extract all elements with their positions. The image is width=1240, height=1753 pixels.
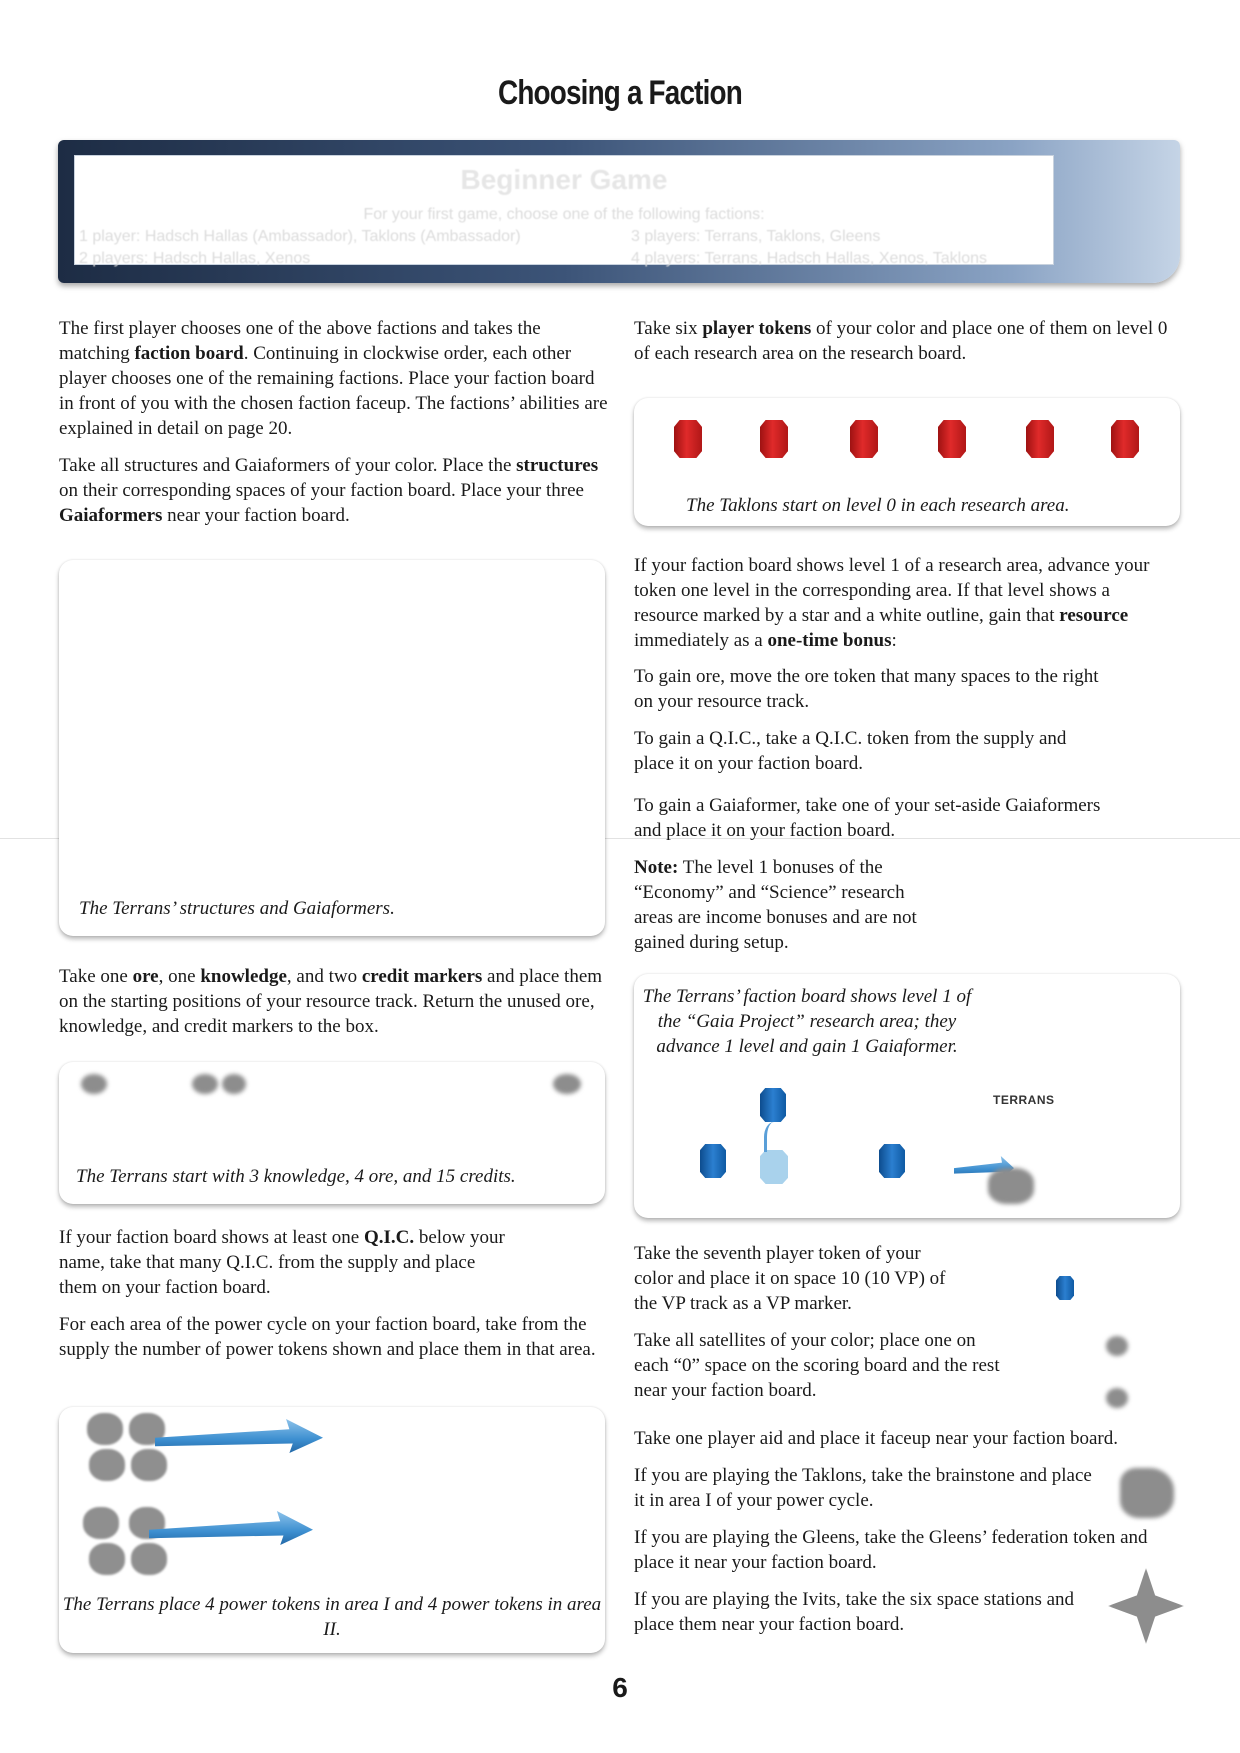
caption-power-tokens: The Terrans place 4 power tokens in area I and 4 power tokens in area II. (62, 1594, 602, 1640)
bold-term: credit markers (361, 966, 483, 987)
arrow-right-icon (149, 1511, 313, 1545)
paragraph-satellites: Take all satellites of your color; place one on each “0” space on the scoring board and the rest near your faction board. (634, 1330, 1000, 1401)
paragraph-ivits: If you are playing the Ivits, take the six space stations and place them near your faction board. (634, 1589, 1075, 1635)
paragraph-power-cycle: For each area of the power cycle on your faction board, take from the supply the number of power tokens shown and place them in that area. (59, 1314, 596, 1360)
gaiaformer-icon (988, 1168, 1034, 1204)
caption-structures: The Terrans’ structures and Gaiaformers. (79, 898, 395, 919)
satellite-icon (1106, 1336, 1128, 1356)
paragraph-gain-gaiaformer: To gain a Gaiaformer, take one of your set-aside Gaiaformers and place it on your faction board. (634, 795, 1101, 841)
paragraph-player-tokens (634, 316, 1174, 366)
caption-gaia-project: The Terrans’ faction board shows level 1 of the “Gaia Project” research area; they advance 1 level and gain 1 Gaiaformer. (642, 986, 972, 1057)
ore-marker-icon (192, 1074, 218, 1094)
advance-arrow-icon (764, 1122, 784, 1152)
banner-intro: For your first game, choose one of the following factions: (363, 206, 765, 223)
page-title: Choosing a Faction (498, 74, 742, 112)
note-label: Note: (634, 857, 679, 878)
vp-marker-icon (1056, 1276, 1074, 1300)
paragraph-resources (59, 964, 619, 1039)
banner-panel (74, 155, 1054, 265)
text-run: immediately as a (634, 630, 768, 651)
text-run: and place them on the starting positions of your resource track. Return the unused ore, knowledge, and credit markers to the box. (59, 966, 603, 1037)
gaia-project-image-box (634, 974, 1180, 1218)
power-cycle-image-box (59, 1407, 605, 1653)
paragraph-structures (59, 453, 609, 528)
text-run: , and two (286, 966, 362, 987)
bold-term: faction board (134, 343, 244, 364)
text-run: Take one (59, 966, 133, 987)
satellite-icon (1106, 1388, 1128, 1408)
research-tokens-image-box (634, 398, 1180, 526)
faction-board-label: TERRANS (993, 1093, 1055, 1107)
text-run: . Continuing in clockwise order, each other player chooses one of the remaining factions. Place your faction board in front of you with the chosen faction faceup. The factions’ abilities are explained in detail on page 20. (59, 343, 608, 439)
paragraph-brainstone: If you are playing the Taklons, take the brainstone and place it in area I of your power cycle. (634, 1465, 1092, 1511)
player-token-icon (760, 1088, 786, 1122)
power-token-icon (87, 1413, 123, 1445)
player-token-icon (938, 420, 966, 458)
bold-term: Gaiaformers (59, 505, 163, 526)
paragraph-gleens: If you are playing the Gleens, take the Gleens’ federation token and place it near your faction board. (634, 1527, 1148, 1573)
paragraph-player-aid: Take one player aid and place it faceup near your faction board. (634, 1428, 1118, 1449)
banner-line-2-right: 4 players: Terrans, Hadsch Hallas, Xenos, Taklons (631, 250, 988, 267)
arrow-right-icon (155, 1419, 323, 1453)
player-token-icon (700, 1144, 726, 1178)
paragraph-qic (59, 1225, 509, 1300)
banner-line-2-left: 2 players: Hadsch Hallas, Xenos (79, 250, 311, 267)
text-run: If your faction board shows level 1 of a research area, advance your token one level in the corresponding area. If that level shows a resource marked by a star and a white outline, gain that (634, 555, 1150, 626)
player-token-icon (850, 420, 878, 458)
brainstone-icon (1120, 1468, 1174, 1518)
text-run: near your faction board. (162, 505, 350, 526)
ore-marker-icon (222, 1074, 246, 1094)
text-run: below your name, take that many Q.I.C. from the supply and place them on your faction board. (59, 1227, 505, 1298)
text-run: , one (158, 966, 201, 987)
paragraph-level-one (634, 553, 1174, 653)
space-station-icon (1108, 1568, 1184, 1644)
structures-image-box (59, 560, 605, 936)
power-token-icon (89, 1449, 125, 1481)
paragraph-gain-ore: To gain ore, move the ore token that many spaces to the right on your resource track. (634, 666, 1099, 712)
bold-term: ore (132, 966, 159, 987)
credit-marker-icon (553, 1074, 581, 1094)
power-token-icon (131, 1449, 167, 1481)
text-run: of your color and place one of them on level 0 of each research area on the research board. (634, 318, 1168, 364)
text-run: Take all structures and Gaiaformers of your color. Place the (59, 455, 517, 476)
player-token-icon (760, 420, 788, 458)
banner-heading: Beginner Game (460, 164, 668, 195)
text-run: The level 1 bonuses of the “Economy” and “Science” research areas are income bonuses and are not gained during setup. (634, 857, 917, 953)
bold-term: structures (516, 455, 599, 476)
text-run: on their corresponding spaces of your faction board. Place your three (59, 480, 584, 501)
caption-taklons: The Taklons start on level 0 in each research area. (686, 495, 1070, 516)
note-paragraph (634, 855, 944, 955)
banner-line-1-left: 1 player: Hadsch Hallas (Ambassador), Taklons (Ambassador) (79, 228, 521, 245)
player-token-icon (674, 420, 702, 458)
bold-term: player tokens (702, 318, 812, 339)
knowledge-marker-icon (81, 1074, 107, 1094)
bold-term: knowledge (200, 966, 287, 987)
text-run: Take six (634, 318, 703, 339)
paragraph-vp-marker: Take the seventh player token of your color and place it on space 10 (10 VP) of the VP track as a VP marker. (634, 1243, 946, 1314)
resource-track-image-box (59, 1062, 605, 1204)
paragraph-gain-qic: To gain a Q.I.C., take a Q.I.C. token from the supply and place it on your faction board. (634, 728, 1067, 774)
player-token-icon (1111, 420, 1139, 458)
previous-position-token-icon (760, 1150, 788, 1184)
bold-term: resource (1059, 605, 1129, 626)
caption-resources: The Terrans start with 3 knowledge, 4 ore, and 15 credits. (76, 1166, 516, 1187)
text-run: The first player chooses one of the above factions and takes the matching (59, 318, 541, 364)
power-token-icon (131, 1543, 167, 1575)
power-token-icon (89, 1543, 125, 1575)
beginner-game-banner (58, 140, 1180, 283)
player-token-icon (879, 1144, 905, 1178)
player-token-icon (1026, 420, 1054, 458)
bold-term: one-time bonus (767, 630, 892, 651)
paragraph-faction-board (59, 316, 609, 441)
bold-term: Q.I.C. (363, 1227, 415, 1248)
page-number: 6 (612, 1672, 628, 1703)
power-token-icon (83, 1507, 119, 1539)
text-run: If your faction board shows at least one (59, 1227, 364, 1248)
banner-line-1-right: 3 players: Terrans, Taklons, Gleens (631, 228, 881, 245)
text-run: : (891, 630, 897, 651)
